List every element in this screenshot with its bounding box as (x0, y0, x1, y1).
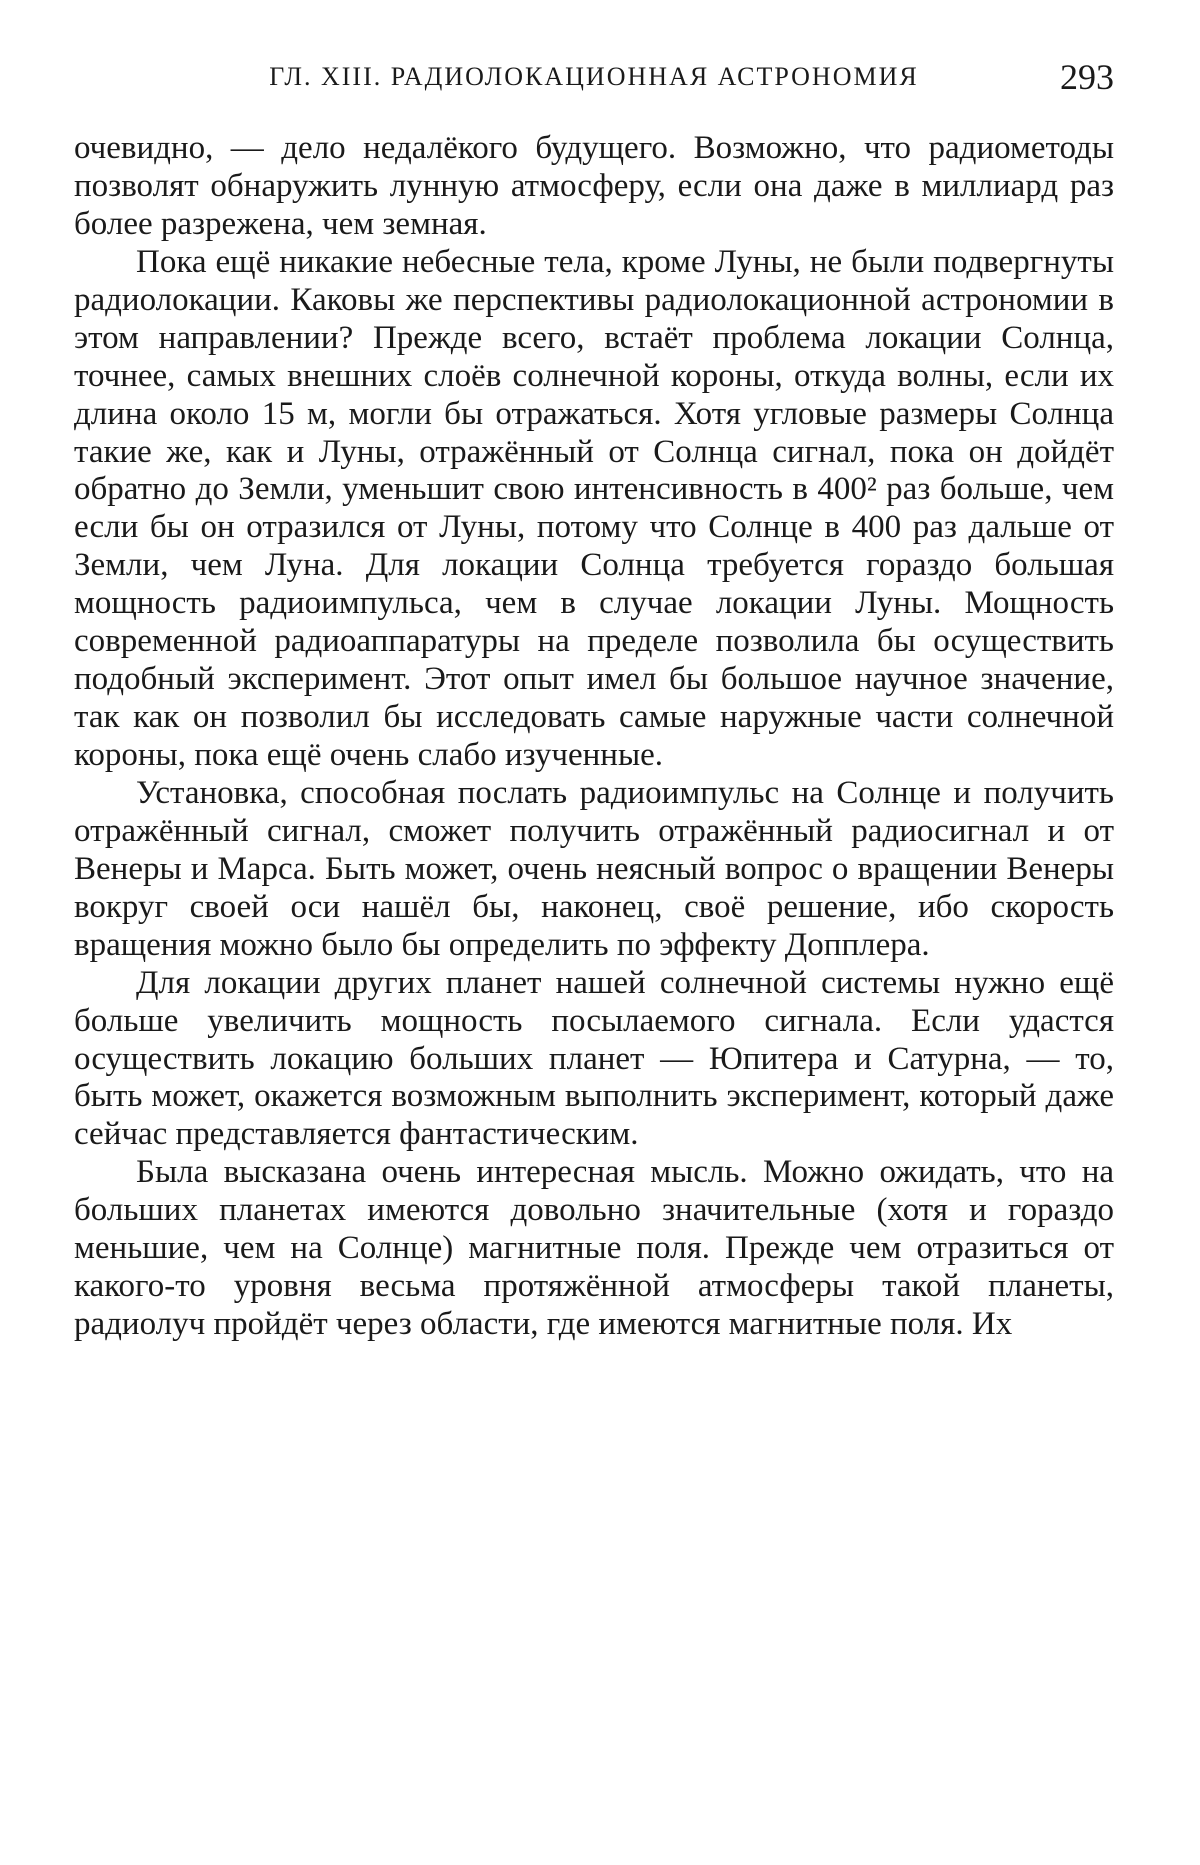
paragraph: Установка, способная послать радиоимпульс на Солнце и получить отражённый сигнал, сможет получить отражённый радиосигнал и от Венеры и Марса. Быть может, очень неясный вопрос о вращении Венеры вокруг своей оси нашёл бы, наконец, своё решение, ибо скорость вращения можно было бы определить по эффекту Допплера. (74, 774, 1114, 963)
running-head (74, 57, 1114, 108)
paragraph: Была высказана очень интересная мысль. Можно ожидать, что на больших планетах имеются довольно значительные (хотя и гораздо меньшие, чем на Солнце) магнитные поля. Прежде чем отразиться от какого-то уровня весьма протяжённой атмосферы такой планеты, радиолуч пройдёт через области, где имеются магнитные поля. Их (74, 1154, 1114, 1343)
chapter-title: ГЛ. XIII. РАДИОЛОКАЦИОННАЯ АСТРОНОМИЯ (269, 62, 919, 91)
page-number: 293 (1060, 57, 1114, 97)
paragraph: Для локации других планет нашей солнечной системы нужно ещё больше увеличить мощность посылаемого сигнала. Если удастся осуществить локацию больших планет — Юпитера и Сатурна, — то, быть может, окажется возможным выполнить эксперимент, который даже сейчас представляется фантастическим. (74, 964, 1114, 1153)
body-text (74, 130, 1114, 1344)
paragraph-continued: очевидно, — дело недалёкого будущего. Возможно, что радиометоды позволят обнаружить лунную атмосферу, если она даже в миллиард раз более разрежена, чем земная. (74, 130, 1114, 242)
paragraph: Пока ещё никакие небесные тела, кроме Луны, не были подвергнуты радиолокации. Каковы же перспективы радиолокационной астрономии в этом направлении? Прежде всего, встаёт проблема локации Солнца, точнее, самых внешних слоёв солнечной короны, откуда волны, если их длина около 15 м, могли бы отражаться. Хотя угловые размеры Солнца такие же, как и Луны, отражённый от Солнца сигнал, пока он дойдёт обратно до Земли, уменьшит свою интенсивность в 400² раз больше, чем если бы он отразился от Луны, потому что Солнце в 400 раз дальше от Земли, чем Луна. Для локации Солнца требуется гораздо большая мощность радиоимпульса, чем в случае локации Луны. Мощность современной радиоаппаратуры на пределе позволила бы осуществить подобный эксперимент. Этот опыт имел бы большое научное значение, так как он позволил бы исследовать самые наружные части солнечной короны, пока ещё очень слабо изученные. (74, 243, 1114, 773)
